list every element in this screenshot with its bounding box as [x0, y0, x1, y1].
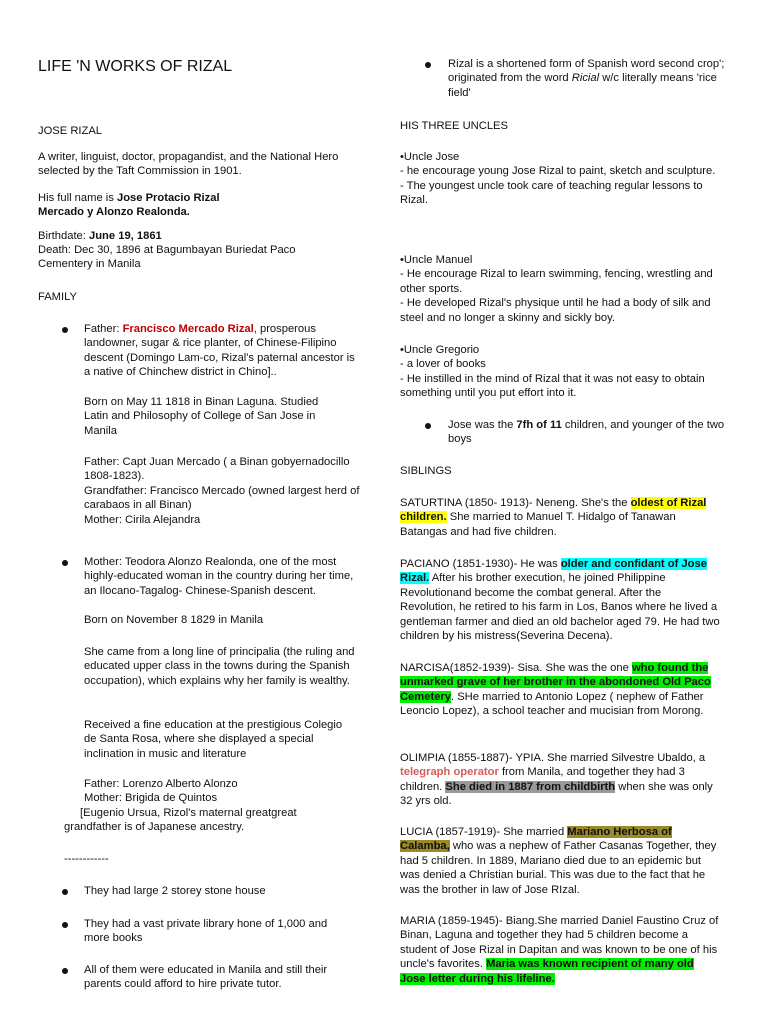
paciano-text-1: PACIANO (1851-1930)- He was — [400, 558, 561, 570]
father-description: , prosperous landowner, sugar & rice planter, of Chinese-Filipino descent (Domingo Lam-co, Rizal's paternal ancestor is a native of Chinchew district in Chino].. — [84, 323, 355, 379]
full-name-second: Mercado y Alonzo Realonda. — [38, 206, 190, 219]
page-title: LIFE 'N WORKS OF RIZAL — [38, 58, 233, 75]
uncle-jose-line-1: - he encourage young Jose Rizal to paint, sketch and sculpture. — [400, 165, 716, 178]
uncle-gregorio-title: •Uncle Gregorio — [400, 344, 480, 356]
bullet-icon — [62, 922, 68, 928]
maria-text-1: MARIA (1859-1945)- Biang.She married Daniel Faustino Cruz of Binan, Laguna and together they had 5 children become a student of Jose Rizal in Dapitan and was known to be one of his uncle's favorites. — [400, 915, 719, 971]
sibling-olimpia — [400, 751, 720, 809]
bullet-icon — [425, 62, 431, 68]
heading-siblings: SIBLINGS — [400, 465, 452, 477]
uncle-manuel-line-1: - He encourage Rizal to learn swimming, fencing, wrestling and other sports. — [400, 268, 713, 295]
saturnina-text-2: She married to Manuel T. Hidalgo of Tanawan Batangas and had five children. — [400, 511, 676, 538]
father-grandfather: Grandfather: Francisco Mercado (owned largest herd of carabaos in all Binan) — [84, 484, 360, 512]
library-item: They had a vast private library hone of 1,000 and more books — [84, 918, 328, 945]
death-line: Death: Dec 30, 1896 at Bagumbayan Buriedat Paco Cementery in Manila — [38, 244, 296, 271]
narcisa-highlight: who found the unmarked grave of her brother in the abondoned Old Paco Cemetery — [400, 662, 711, 703]
birthdate-value: June 19, 1861 — [89, 230, 162, 242]
bullet-icon — [62, 889, 68, 895]
mother-paragraph: Mother: Teodora Alonzo Realonda, one of the most highly-educated woman in the country during her time, an Ilocano-Tagalog- Chinese-Spanish descent. — [84, 556, 354, 597]
full-name-paragraph — [38, 191, 368, 220]
bullet-icon — [62, 560, 68, 566]
mother-education: Received a fine education at the prestigious Colegio de Santa Rosa, where she displayed a special inclination in music and literature — [84, 719, 343, 760]
bullet-icon — [62, 327, 68, 333]
olimpia-highlight: She died in 1887 from childbirth — [445, 780, 616, 793]
uncle-manuel-line-2: - He developed Rizal's physique until he had a body of silk and steel and no longer a skinny and sickly boy. — [400, 297, 711, 324]
mother-father: Father: Lorenzo Alberto Alonzo — [84, 778, 238, 790]
uncle-gregorio — [400, 343, 720, 401]
house-item: They had large 2 storey stone house — [84, 885, 266, 897]
olimpia-text-3: when she was only 32 yrs old. — [400, 780, 713, 808]
uncle-manuel — [400, 253, 720, 325]
mother-born: Born on November 8 1829 in Manila — [84, 614, 264, 626]
mother-principalia: She came from a long line of principalia (the ruling and educated upper class in the towns during the Spanish occupation), which explains why her family is wealthy. — [84, 646, 355, 687]
name-origin-paragraph — [448, 57, 738, 100]
father-label: Father: — [84, 323, 123, 335]
full-name-first: Jose Protacio Rizal — [116, 192, 220, 204]
seventh-text-1: Jose was the — [448, 419, 517, 431]
birthdate-label: Birthdate: — [38, 230, 89, 242]
seventh-child-item — [448, 418, 738, 447]
paciano-text-2: After his brother execution, he joined Philippine Revolutionand become the combat general. After the Revolution, he retired to his farm in Los, Banos where he lived a gentleman farmer and died an old bachelor aged 79. He had two children by his mistress(Severina Decena). — [400, 572, 720, 643]
father-name: Francisco Mercado Rizal — [122, 323, 254, 335]
uncle-gregorio-line-2: - He instilled in the mind of Rizal that it was not easy to obtain something until you put effort into it. — [400, 372, 705, 400]
ursua-line-2: grandfather is of Japanese ancestry. — [64, 821, 245, 833]
sibling-lucia — [400, 825, 720, 897]
saturnina-highlight: oldest of Rizal children. — [400, 497, 707, 524]
uncle-jose-line-2: - The youngest uncle took care of teaching regular lessons to Rizal. — [400, 179, 703, 207]
olimpia-text-1: OLIMPIA (1855-1887)- YPIA. She married Silvestre Ubaldo, a — [400, 752, 706, 764]
lucia-highlight: Mariano Herbosa of Calamba, — [400, 826, 672, 853]
olimpia-text-2: from Manila, and together they had 3 children. — [400, 766, 685, 793]
father-paragraph — [84, 322, 364, 380]
lucia-text-2: who was a nephew of Father Casanas Together, they had 5 children. In 1889, Mariano died due to an epidemic but was denied a Christian burial. This was due to the fact that he was the brother in law of Jose RIzal. — [400, 840, 717, 896]
mother-parents — [84, 777, 364, 806]
ursua-line-1: [Eugenio Ursua, Rizol's maternal greatgreat — [80, 807, 297, 819]
saturnina-text-1: SATURTINA (1850- 1913)- Neneng. She's the — [400, 497, 631, 509]
father-ancestry — [84, 455, 364, 527]
olimpia-red-text: telegraph operator — [400, 766, 499, 779]
narcisa-text-1: NARCISA(1852-1939)- Sisa. She was the one — [400, 662, 632, 674]
uncle-manuel-title: •Uncle Manuel — [400, 254, 473, 266]
heading-uncles: HIS THREE UNCLES — [400, 120, 508, 132]
uncle-gregorio-line-1: - a lover of books — [400, 358, 486, 371]
educated-item: All of them were educated in Manila and still their parents could afford to hire private tutor. — [84, 964, 328, 991]
mother-mother: Mother: Brigida de Quintos — [84, 792, 218, 805]
name-origin-text: Rizal is a shortened form of Spanish word second crop'; originated from the word — [448, 58, 725, 85]
maria-highlight: Maria was known recipient of many old Jose letter during his lifeline. — [400, 958, 694, 985]
bullet-icon — [62, 968, 68, 974]
father-born: Born on May 11 1818 in Binan Laguna. Studied Latin and Philosophy of College of San Jose in Manila — [84, 396, 319, 437]
paciano-highlight: older and confidant of Jose Rizal. — [400, 558, 707, 585]
narcisa-text-2: . SHe married to Antonio Lopez ( nephew of Father Leoncio Lopez), a school teacher and mucisian from Morong. — [400, 690, 704, 718]
heading-jose-rizal: JOSE RIZAL — [38, 125, 103, 137]
sibling-maria — [400, 914, 720, 986]
name-origin-meaning: w/c literally means 'rice field' — [448, 72, 717, 99]
heading-family: FAMILY — [38, 291, 77, 303]
name-origin-word: Ricial — [571, 72, 600, 85]
uncle-jose-title: •Uncle Jose — [400, 151, 460, 163]
birthdate-line — [38, 229, 368, 243]
full-name-prefix: His full name is — [38, 192, 117, 204]
father-father: Father: Capt Juan Mercado ( a Binan gobyernadocillo 1808-1823). — [84, 456, 350, 483]
seventh-bold: 7fh of 11 — [516, 419, 562, 431]
lucia-text-1: LUCIA (1857-1919)- She married — [400, 826, 568, 838]
sibling-saturnina — [400, 496, 720, 539]
uncle-jose — [400, 150, 720, 208]
father-mother: Mother: Cirila Alejandra — [84, 513, 201, 526]
intro-paragraph: A writer, linguist, doctor, propagandist, and the National Hero selected by the Taft Commission in 1901. — [38, 151, 339, 178]
seventh-text-2: children, and younger of the two boys — [448, 419, 725, 446]
separator: ------------ — [64, 853, 109, 865]
bullet-icon — [425, 423, 431, 429]
sibling-narcisa — [400, 661, 720, 719]
sibling-paciano — [400, 557, 720, 643]
